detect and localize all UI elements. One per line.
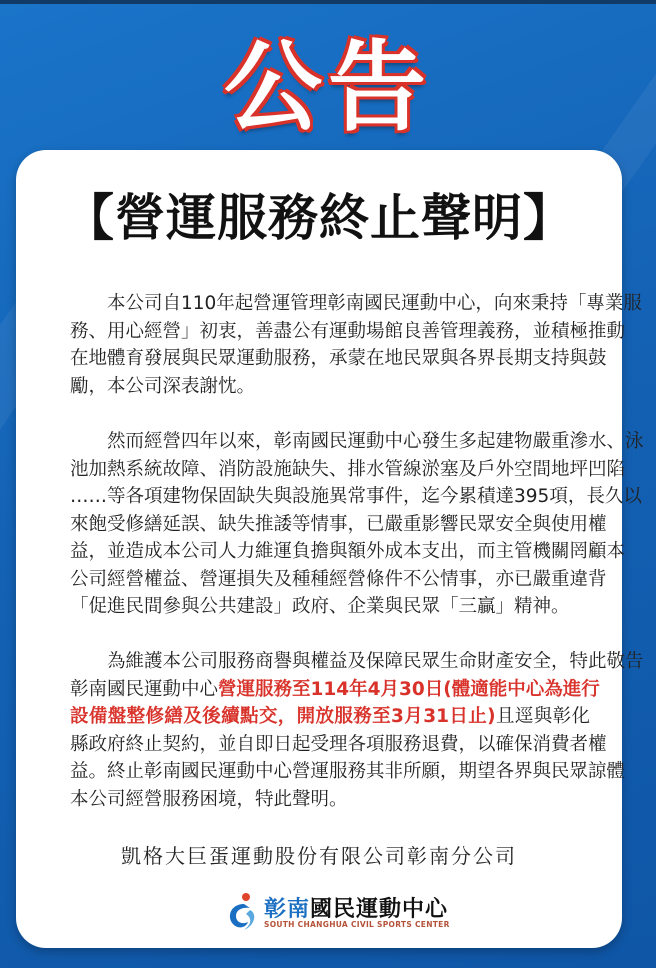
text-segment: 為維護本公司服務商譽與權益及保障民眾生命財產安全，特此敬告 <box>70 651 644 672</box>
notice-title: 【營運服務終止聲明】 <box>64 189 574 247</box>
text-segment: 本公司經營服務困境，特此聲明。 <box>70 788 348 810</box>
text-line: 「促進民間參與公共建設」政府、企業與民眾「三贏」精神。 <box>70 596 570 617</box>
text-line <box>70 676 600 704</box>
announcement-headline: 公告 <box>223 31 432 145</box>
text-segment: 益。終止彰南國民運動中心營運服務其非所願，期望各界與民眾諒體 <box>70 761 626 782</box>
notice-card <box>16 150 644 948</box>
logo-name-highlight: 彰南 <box>264 897 311 922</box>
text-line: 本公司自110年起營運管理彰南國民運動中心，向來秉持「專業服 <box>70 293 642 314</box>
logo-chinese-name <box>264 892 448 923</box>
paragraph-3 <box>70 648 644 813</box>
text-line <box>70 703 590 731</box>
highlight-date-text: 設備盤整修繕及後續點交，開放服務至3月31日止) <box>70 706 496 727</box>
text-line: 益，並造成本公司人力維運負擔與額外成本支出，而主管機關罔顧本 <box>70 541 626 562</box>
paragraph-2 <box>70 428 644 621</box>
text-line: 池加熱系統故障、消防設施缺失、排水管線淤塞及戶外空間地坪凹陷 <box>70 458 626 480</box>
paragraph-1 <box>70 290 642 400</box>
logo-name-rest: 國民運動中心 <box>310 897 449 922</box>
text-line <box>70 758 626 786</box>
text-line: 然而經營四年以來，彰南國民運動中心發生多起建物嚴重滲水、泳 <box>70 431 644 452</box>
text-line: 在地體育發展與民眾運動服務，承蒙在地民眾與各界長期支持與鼓 <box>70 348 607 369</box>
highlight-date-text: 營運服務至114年4月30日(體適能中心為進行 <box>218 678 600 700</box>
sports-center-logo <box>224 888 450 938</box>
text-line: 務、用心經營」初衷，善盡公有運動場館良善管理義務，並積極推動 <box>70 320 626 342</box>
text-line: 公司經營權益、營運損失及種種經營條件不公情事，亦已嚴重違背 <box>70 568 607 590</box>
text-segment: 縣政府終止契約，並自即日起受理各項服務退費，以確保消費者權 <box>70 733 607 755</box>
text-line <box>70 648 644 676</box>
text-segment: 彰南國民運動中心 <box>70 678 219 700</box>
company-signature: 凱格大巨蛋運動股份有限公司彰南分公司 <box>121 844 517 868</box>
text-line: ……等各項建物保固缺失與設施異常事件，迄今累積達395項，長久以 <box>70 486 642 507</box>
top-border <box>0 0 656 4</box>
text-line <box>70 731 607 759</box>
text-line <box>70 786 590 814</box>
text-segment: 且逕與彰化 <box>495 706 590 727</box>
logo-english-name: SOUTH CHANGHUA CIVIL SPORTS CENTER <box>264 920 450 929</box>
text-line: 勵，本公司深表謝忱。 <box>70 375 256 397</box>
text-line: 來飽受修繕延誤、缺失推諉等情事，已嚴重影響民眾安全與使用權 <box>70 513 607 535</box>
logo-mark-icon <box>224 892 260 932</box>
